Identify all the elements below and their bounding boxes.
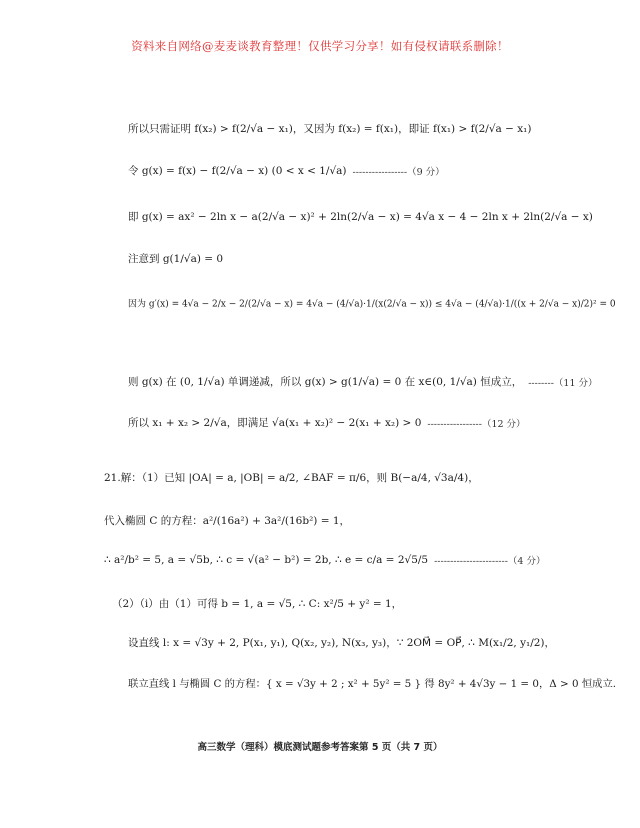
problem-21-line-5 [128,635,555,650]
problem-21-line-2-text: 代入椭圆 C 的方程：a²/(16a²) + 3a²/(16b²) = 1， [104,515,351,527]
problem-21-line-1-text: 21.解：（1）已知 |OA| = a, |OB| = a/2, ∠BAF = π/6，则 B(−a/4, √3a/4)， [104,472,479,484]
watermark-header: 资料来自网络@麦麦谈教育整理！仅供学习分享！如有侵权请联系删除！ [131,39,509,53]
proof-line-2-text: 令 g(x) = f(x) − f(2/√a − x) (0 < x < 1/√a) [128,165,347,177]
score-note-12: -----------------（12 分） [427,418,526,430]
proof-line-7-text: 所以 x₁ + x₂ > 2/√a，即满足 √a(x₁ + x₂)² − 2(x₁ + x₂) > 0 [128,417,422,429]
proof-line-2 [128,163,445,178]
proof-line-6 [128,374,598,389]
problem-21-line-6 [128,676,616,691]
problem-21-line-5-text: 设直线 l: x = √3y + 2, P(x₁, y₁), Q(x₂, y₂), N(x₃, y₃)，∵ 2OM⃗ = OP⃗, ∴ M(x₁/2, y₁/2)， [128,637,556,649]
score-note-4: -----------------------（4 分） [434,556,546,567]
proof-line-1-text: 所以只需证明 f(x₂) > f(2/√a − x₁)，又因为 f(x₂) = f(x₁)，即证 f(x₁) > f(2/√a − x₁) [128,123,532,135]
proof-line-1 [128,121,531,136]
problem-21-line-4-text: （2）（i）由（1）可得 b = 1, a = √5, ∴ C: x²/5 + y² = 1， [112,598,403,610]
proof-line-3 [128,209,593,224]
proof-line-4 [128,251,223,266]
problem-21-line-2 [104,513,350,528]
problem-21-line-6-text: 联立直线 l 与椭圆 C 的方程：{ x = √3y + 2 ; x² + 5y² = 5 } 得 8y² + 4√3y − 1 = 0，Δ > 0 恒成立. [128,678,617,690]
problem-21-line-3 [104,553,546,567]
proof-line-3-text: 即 g(x) = ax² − 2ln x − a(2/√a − x)² + 2ln(2/√a − x) = 4√a x − 4 − 2ln x + 2ln(2/√a − x) [128,211,593,223]
score-note-11: --------（11 分） [528,377,598,389]
proof-line-7 [128,415,526,430]
proof-line-4-text: 注意到 g(1/√a) = 0 [128,253,224,265]
proof-line-6-text: 则 g(x) 在 (0, 1/√a) 单调递减，所以 g(x) > g(1/√a) = 0 在 x∈(0, 1/√a) 恒成立， [128,376,523,388]
problem-21-line-3-text: ∴ a²/b² = 5, a = √5b, ∴ c = √(a² − b²) = 2b, ∴ e = c/a = 2√5/5 [104,554,429,566]
proof-line-5 [128,297,616,310]
page-footer: 高三数学（理科）模底测试题参考答案第 5 页（共 7 页） [197,742,443,753]
score-note-9: -----------------（9 分） [352,166,445,178]
proof-line-5-text: 因为 g′(x) = 4√a − 2/x − 2/(2/√a − x) = 4√a − (4/√a)·1/(x(2/√a − x)) ≤ 4√a − (4/√a)·1/((x + 2/√a − x)/2)² = 0 [128,298,616,310]
problem-21-line-1 [104,470,479,485]
problem-21-line-4 [112,596,402,611]
